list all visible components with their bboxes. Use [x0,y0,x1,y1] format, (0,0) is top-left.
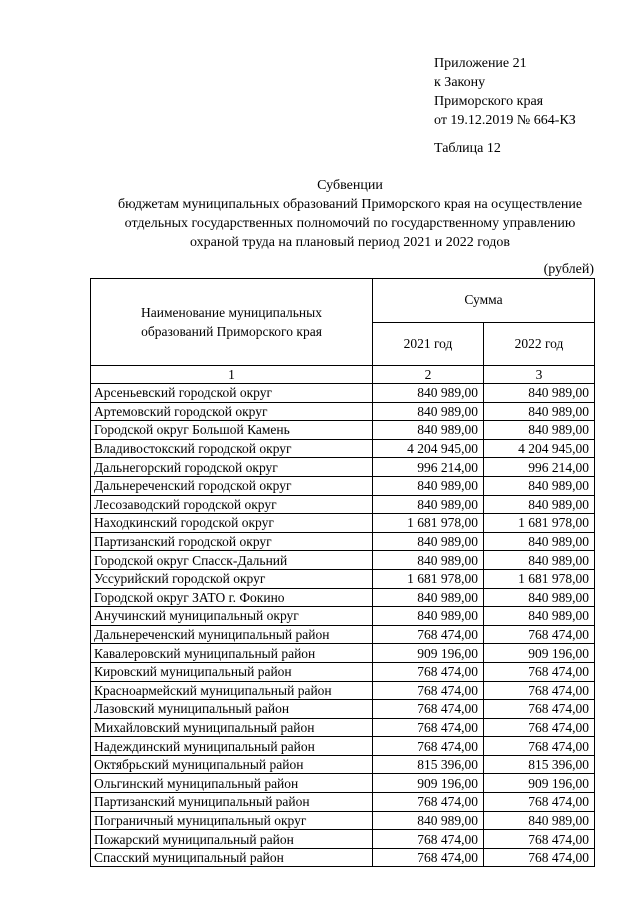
amount-2022: 4 204 945,00 [484,439,595,458]
column-number: 1 [91,366,373,384]
amount-2021: 768 474,00 [373,718,484,737]
municipality-name: Владивостокский городской округ [91,439,373,458]
municipality-name: Кировский муниципальный район [91,662,373,681]
table-row [91,811,595,830]
amount-2022: 768 474,00 [484,737,595,756]
table-row [91,551,595,570]
table-row [91,625,595,644]
appendix-line: к Закону [434,75,486,90]
municipality-name: Дальнегорский городской округ [91,458,373,477]
table-row [91,569,595,588]
table-row [91,681,595,700]
table-row [91,774,595,793]
table-row [91,588,595,607]
amount-2022: 768 474,00 [484,700,595,719]
amount-2022: 840 989,00 [484,588,595,607]
table-row [91,830,595,849]
municipality-name: Городской округ Спасск-Дальний [91,551,373,570]
table-row [91,384,595,403]
subsidy-table [90,278,595,867]
appendix-block [434,54,576,130]
amount-2021: 840 989,00 [373,551,484,570]
header-name-line: Наименование муниципальных [141,305,322,320]
amount-2022: 840 989,00 [484,402,595,421]
municipality-name: Михайловский муниципальный район [91,718,373,737]
appendix-line: Приложение 21 [434,56,527,71]
amount-2022: 768 474,00 [484,848,595,867]
amount-2021: 768 474,00 [373,681,484,700]
title-line: бюджетам муниципальных образований Приморского края на осуществление [117,197,583,212]
title-line: отдельных государственных полномочий по государственному управлению [124,216,576,231]
amount-2022: 768 474,00 [484,625,595,644]
amount-2022: 840 989,00 [484,495,595,514]
amount-2022: 840 989,00 [484,607,595,626]
amount-2022: 815 396,00 [484,755,595,774]
amount-2021: 840 989,00 [373,402,484,421]
municipality-name: Надеждинский муниципальный район [91,737,373,756]
appendix-line: от 19.12.2019 № 664-КЗ [434,113,576,128]
municipality-name: Городской округ ЗАТО г. Фокино [91,588,373,607]
header-name [91,279,373,366]
amount-2021: 768 474,00 [373,625,484,644]
table-row [91,514,595,533]
municipality-name: Пограничный муниципальный округ [91,811,373,830]
municipality-name: Красноармейский муниципальный район [91,681,373,700]
table-row [91,458,595,477]
amount-2021: 840 989,00 [373,384,484,403]
amount-2022: 909 196,00 [484,774,595,793]
amount-2021: 768 474,00 [373,793,484,812]
table-row [91,495,595,514]
amount-2022: 840 989,00 [484,532,595,551]
header-sum: Сумма [373,279,595,323]
amount-2021: 996 214,00 [373,458,484,477]
header-2022: 2022 год [484,322,595,366]
municipality-name: Пожарский муниципальный район [91,830,373,849]
amount-2021: 4 204 945,00 [373,439,484,458]
municipality-name: Городской округ Большой Камень [91,421,373,440]
table-row [91,662,595,681]
table-row [91,848,595,867]
column-number: 2 [373,366,484,384]
municipality-name: Уссурийский городской округ [91,569,373,588]
appendix-line: Приморского края [434,94,544,109]
municipality-name: Дальнереченский городской округ [91,476,373,495]
amount-2022: 768 474,00 [484,830,595,849]
header-2021: 2021 год [373,322,484,366]
amount-2021: 909 196,00 [373,644,484,663]
municipality-name: Партизанский муниципальный район [91,793,373,812]
table-row [91,793,595,812]
municipality-name: Находкинский городской округ [91,514,373,533]
amount-2022: 768 474,00 [484,718,595,737]
amount-2021: 840 989,00 [373,495,484,514]
municipality-name: Дальнереченский муниципальный район [91,625,373,644]
municipality-name: Арсеньевский городской округ [91,384,373,403]
municipality-name: Кавалеровский муниципальный район [91,644,373,663]
title-line: Субвенции [317,178,383,193]
amount-2021: 768 474,00 [373,700,484,719]
table-row [91,737,595,756]
amount-2021: 840 989,00 [373,421,484,440]
amount-2021: 1 681 978,00 [373,514,484,533]
municipality-name: Партизанский городской округ [91,532,373,551]
table-row [91,421,595,440]
amount-2022: 840 989,00 [484,476,595,495]
table-row [91,700,595,719]
amount-2021: 768 474,00 [373,830,484,849]
amount-2022: 909 196,00 [484,644,595,663]
municipality-name: Лесозаводский городской округ [91,495,373,514]
table-row [91,402,595,421]
amount-2021: 840 989,00 [373,607,484,626]
amount-2022: 768 474,00 [484,681,595,700]
table-row [91,718,595,737]
amount-2021: 815 396,00 [373,755,484,774]
table-row [91,644,595,663]
municipality-name: Ольгинский муниципальный район [91,774,373,793]
amount-2022: 840 989,00 [484,551,595,570]
municipality-name: Анучинский муниципальный округ [91,607,373,626]
column-number: 3 [484,366,595,384]
amount-2021: 768 474,00 [373,737,484,756]
table-row [91,755,595,774]
amount-2021: 840 989,00 [373,811,484,830]
table-row [91,607,595,626]
amount-2021: 840 989,00 [373,532,484,551]
amount-2021: 909 196,00 [373,774,484,793]
table-row [91,439,595,458]
municipality-name: Октябрьский муниципальный район [91,755,373,774]
amount-2022: 996 214,00 [484,458,595,477]
table-row [91,532,595,551]
amount-2022: 768 474,00 [484,793,595,812]
municipality-name: Артемовский городской округ [91,402,373,421]
amount-2021: 768 474,00 [373,848,484,867]
amount-2021: 840 989,00 [373,476,484,495]
header-name-line: образований Приморского края [141,324,322,339]
municipality-name: Спасский муниципальный район [91,848,373,867]
table-body [91,384,595,867]
table-number: Таблица 12 [434,141,501,156]
amount-2021: 768 474,00 [373,662,484,681]
amount-2022: 840 989,00 [484,811,595,830]
amount-2022: 1 681 978,00 [484,569,595,588]
amount-2022: 840 989,00 [484,421,595,440]
table-row [91,476,595,495]
document-title [60,176,640,252]
amount-2022: 840 989,00 [484,384,595,403]
amount-2021: 1 681 978,00 [373,569,484,588]
units-label: (рублей) [543,262,594,277]
amount-2022: 1 681 978,00 [484,514,595,533]
municipality-name: Лазовский муниципальный район [91,700,373,719]
amount-2021: 840 989,00 [373,588,484,607]
title-line: охраной труда на плановый период 2021 и 2022 годов [190,235,510,250]
amount-2022: 768 474,00 [484,662,595,681]
